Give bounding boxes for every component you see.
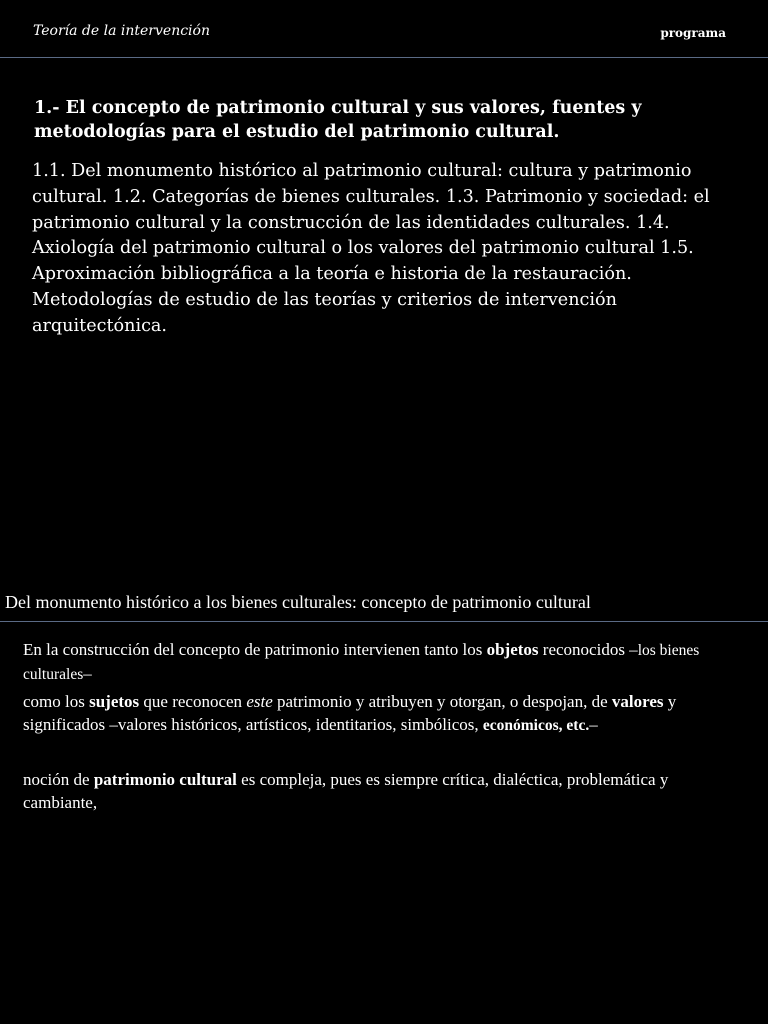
emphasis-sujetos: sujetos [89, 692, 140, 711]
text-run: – [589, 715, 598, 734]
emphasis-patrimonio-cultural: patrimonio cultural [93, 770, 237, 789]
text-run: que reconocen [139, 692, 247, 711]
emphasis-objetos: objetos [486, 640, 539, 659]
paragraph-objetos [23, 638, 713, 686]
emphasis-este: este [246, 692, 273, 711]
text-run: noción de [23, 770, 94, 789]
section-body: 1.1. Del monumento histórico al patrimonio cultural: cultura y patrimonio cultural. 1.2. Categorías de bienes culturales. 1.3. Patrimonio y sociedad: el patrimonio cultural y la construcción de las identidades culturales. 1.4. Axiología del patrimonio cultural o los valores del patrimonio cultural 1.5. Aproximación bibliográfica a la teoría e historia de la restauración. Metodologías de estudio de las teorías y criterios de intervención arquitectónica. [32, 161, 710, 336]
divider [0, 621, 768, 622]
text-run: – [83, 664, 92, 683]
paragraph-sujetos [23, 690, 713, 737]
slide2-title: Del monumento histórico a los bienes culturales: concepto de patrimonio cultural [5, 592, 591, 612]
text-run: En la construcción del concepto de patrimonio intervienen tanto los [23, 640, 487, 659]
slide-header [0, 0, 768, 58]
text-run: patrimonio y atribuyen y otorgan, o despojan, de [272, 692, 612, 711]
course-title: Teoría de la intervención [33, 23, 210, 39]
section-label: programa [660, 26, 726, 40]
text-run: es compleja, pues es siempre crítica, dialéctica, problemática y cambiante, [23, 770, 669, 812]
paragraph-nocion [23, 768, 713, 814]
emphasis-economicos: económicos, etc. [482, 717, 590, 734]
text-run: y significados –valores históricos, artísticos, identitarios, simbólicos, [23, 692, 677, 734]
emphasis-bienes-culturales: los bienes culturales [23, 642, 700, 683]
section-title: 1.- El concepto de patrimonio cultural y sus valores, fuentes y metodologías para el estudio del patrimonio cultural. [34, 98, 642, 142]
text-run: reconocidos – [538, 640, 638, 659]
text-run: como los [23, 692, 90, 711]
emphasis-valores: valores [611, 692, 664, 711]
